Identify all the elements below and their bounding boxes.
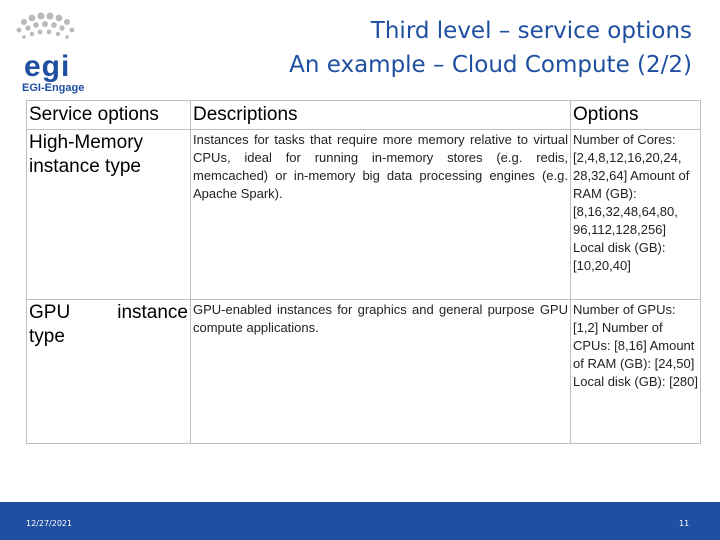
footer-date: 12/27/2021 [26, 519, 73, 528]
service-cell [27, 300, 191, 444]
options-cell: Number of GPUs: [1,2] Number of CPUs: [8,16] Amount of RAM (GB): [24,50] Local disk (GB): [280] [571, 300, 701, 444]
header-descriptions: Descriptions [191, 101, 571, 130]
logo-subtitle: EGI-Engage [22, 82, 85, 94]
service-name-line1 [29, 301, 188, 325]
table-row [27, 130, 701, 300]
slide-title-line1: Third level – service options [370, 18, 692, 44]
service-word: instance [117, 302, 188, 323]
service-name: High-Memory instance type [29, 132, 144, 177]
egi-logo [10, 10, 100, 94]
header-options: Options [571, 101, 701, 130]
table-header-row [27, 101, 701, 130]
footer-bar [0, 502, 720, 540]
service-cell [27, 130, 191, 300]
egi-dots-icon [10, 10, 100, 50]
options-cell: Number of Cores: [2,4,8,12,16,20,24, 28,32,64] Amount of RAM (GB): [8,16,32,48,64,80, 96,112,128,256] Local disk (GB): [10,20,40] [571, 130, 701, 300]
slide-title-line2: An example – Cloud Compute (2/2) [289, 52, 692, 78]
page-number: 11 [679, 519, 690, 528]
slide-title [289, 14, 692, 82]
table-row [27, 300, 701, 444]
service-word: GPU [29, 302, 71, 323]
header-service-options: Service options [27, 101, 191, 130]
service-name-line2: type [29, 326, 65, 347]
description-cell: GPU-enabled instances for graphics and general purpose GPU compute applications. [191, 300, 571, 444]
description-cell: Instances for tasks that require more memory relative to virtual CPUs, ideal for running in-memory stores (e.g. redis, memcached) or in-memory big data processing engines (e.g. Apache Spark). [191, 130, 571, 300]
logo-brand: egi [24, 50, 71, 83]
service-options-table [26, 100, 701, 444]
